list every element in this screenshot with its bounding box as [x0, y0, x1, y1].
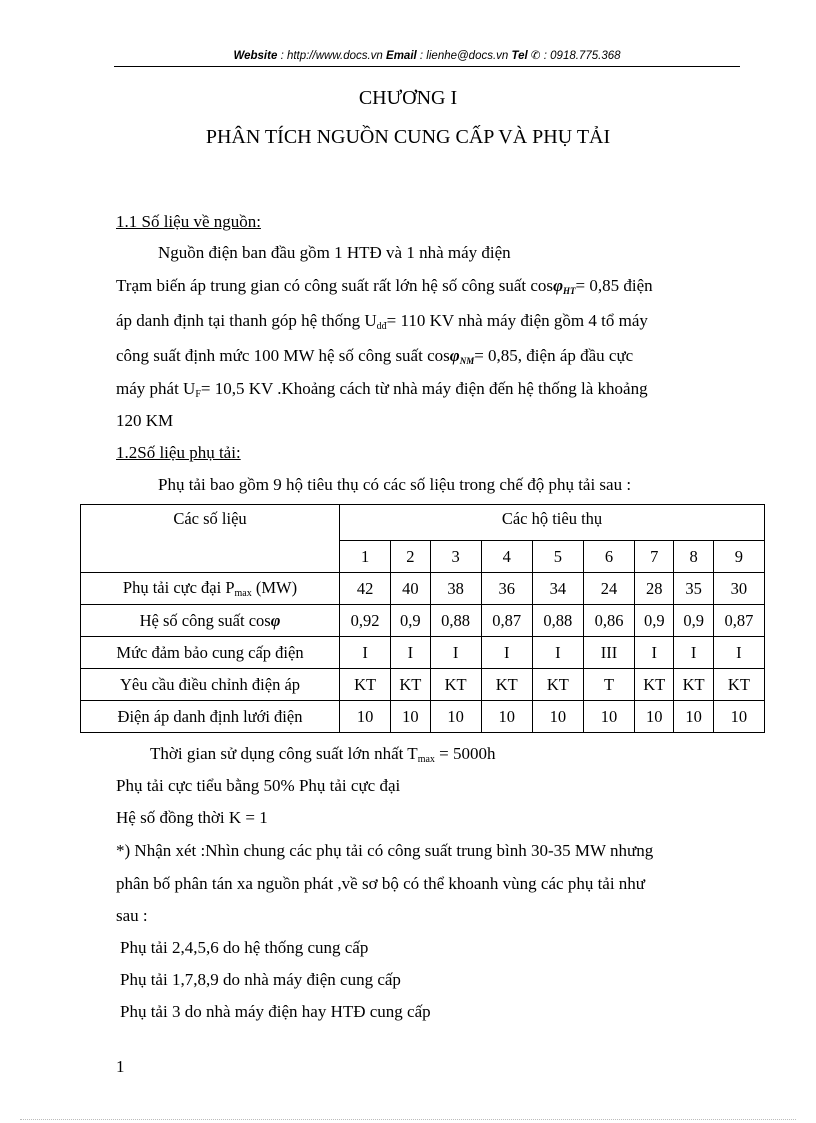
table-cell: KT [635, 669, 674, 701]
table-cell: 10 [532, 701, 583, 733]
table-cell: I [532, 637, 583, 669]
table-cell: 0,87 [481, 605, 532, 637]
section-1-heading: 1.1 Số liệu về nguồn: [116, 212, 261, 231]
table-cell: KT [481, 669, 532, 701]
table-cell: KT [340, 669, 391, 701]
section-2-intro: Phụ tải bao gồm 9 hộ tiêu thụ có các số liệu trong chế độ phụ tải sau : [158, 475, 632, 494]
table-cell: III [583, 637, 634, 669]
row-label: Hệ số công suất cosφ [81, 605, 340, 637]
table-cell: 10 [430, 701, 481, 733]
table-cell: 35 [674, 573, 713, 605]
table-cell: I [481, 637, 532, 669]
section-1-line-5: máy phát UF= 10,5 KV .Khoảng cách từ nhà máy điện đến hệ thống là khoảng [116, 379, 648, 400]
table-cell: KT [713, 669, 764, 701]
email-value: : lienhe@docs.vn [419, 50, 509, 62]
table-cell: I [713, 637, 764, 669]
table-cell: I [674, 637, 713, 669]
table-cell: 10 [635, 701, 674, 733]
table-row [81, 573, 765, 605]
page-number: 1 [116, 1057, 125, 1076]
table-cell: 0,9 [674, 605, 713, 637]
section-1-line-6: 120 KM [116, 411, 174, 430]
table-cell: 0,92 [340, 605, 391, 637]
column-header: 9 [713, 541, 764, 573]
remark-line-2: phân bố phân tán xa nguồn phát ,về sơ bộ có thể khoanh vùng các phụ tải như [116, 874, 646, 893]
table-header-group: Các hộ tiêu thụ [340, 505, 765, 541]
table-cell: 40 [391, 573, 430, 605]
table-row [81, 701, 765, 733]
table-cell: 38 [430, 573, 481, 605]
row-label: Mức đảm bảo cung cấp điện [81, 637, 340, 669]
page-bottom-divider [20, 1119, 796, 1120]
table-cell: 0,87 [713, 605, 764, 637]
column-header: 8 [674, 541, 713, 573]
table-cell: 10 [674, 701, 713, 733]
email-label: Email [386, 50, 417, 62]
table-cell: 34 [532, 573, 583, 605]
table-cell: KT [430, 669, 481, 701]
table-cell: 0,88 [430, 605, 481, 637]
chapter-number: CHƯƠNG I [358, 87, 458, 109]
load-data-table [80, 504, 765, 733]
table-cell: KT [391, 669, 430, 701]
table-cell: 0,9 [635, 605, 674, 637]
section-1-line-3: áp danh định tại thanh góp hệ thống Udđ= 110 KV nhà máy điện gồm 4 tổ máy [116, 311, 648, 332]
usage-time-line: Thời gian sử dụng công suất lớn nhất Tmax = 5000h [150, 744, 496, 765]
column-header: 5 [532, 541, 583, 573]
table-row [81, 669, 765, 701]
row-label: Phụ tải cực đại Pmax (MW) [81, 573, 340, 605]
header-divider [114, 66, 740, 67]
table-cell: 36 [481, 573, 532, 605]
table-cell: 10 [713, 701, 764, 733]
row-label: Yêu cầu điều chỉnh điện áp [81, 669, 340, 701]
tel-value: : 0918.775.368 [543, 50, 621, 62]
remark-line-3: sau : [116, 906, 148, 925]
table-row [81, 637, 765, 669]
section-1-line-1: Nguồn điện ban đầu gồm 1 HTĐ và 1 nhà máy điện [158, 243, 511, 262]
table-cell: 10 [481, 701, 532, 733]
table-cell: 0,86 [583, 605, 634, 637]
phone-icon: ✆ [530, 50, 541, 62]
table-cell: 42 [340, 573, 391, 605]
table-cell: I [430, 637, 481, 669]
table-cell: I [340, 637, 391, 669]
grouping-line-2: Phụ tải 1,7,8,9 do nhà máy điện cung cấp [120, 970, 401, 989]
column-header: 1 [340, 541, 391, 573]
table-cell: 0,9 [391, 605, 430, 637]
table-cell: I [635, 637, 674, 669]
section-1-line-4: công suất định mức 100 MW hệ số công suất cosφNM= 0,85, điện áp đầu cực [116, 346, 634, 366]
table-cell: 10 [391, 701, 430, 733]
table-row [81, 605, 765, 637]
table-cell: 10 [583, 701, 634, 733]
table-cell: 24 [583, 573, 634, 605]
page-header [114, 48, 740, 62]
column-header: 7 [635, 541, 674, 573]
table-cell: KT [532, 669, 583, 701]
column-header: 2 [391, 541, 430, 573]
table-cell: T [583, 669, 634, 701]
section-1-line-2: Trạm biến áp trung gian có công suất rất lớn hệ số công suất cosφHT= 0,85 điện [116, 276, 653, 296]
coincidence-factor-line: Hệ số đồng thời K = 1 [116, 808, 268, 827]
grouping-line-1: Phụ tải 2,4,5,6 do hệ thống cung cấp [120, 938, 369, 957]
tel-label: Tel [511, 50, 528, 62]
website-label: Website [233, 50, 278, 62]
column-header: 4 [481, 541, 532, 573]
chapter-title: PHÂN TÍCH NGUỒN CUNG CẤP VÀ PHỤ TẢI [205, 126, 611, 148]
column-header: 3 [430, 541, 481, 573]
section-2-heading: 1.2Số liệu phụ tải: [116, 443, 241, 462]
website-value: : http://www.docs.vn [280, 50, 383, 62]
table-cell: 28 [635, 573, 674, 605]
table-cell: 10 [340, 701, 391, 733]
grouping-line-3: Phụ tải 3 do nhà máy điện hay HTĐ cung cấp [120, 1002, 431, 1021]
table-cell: I [391, 637, 430, 669]
table-cell: 0,88 [532, 605, 583, 637]
table-cell: 30 [713, 573, 764, 605]
column-header: 6 [583, 541, 634, 573]
table-cell: KT [674, 669, 713, 701]
row-label: Điện áp danh định lưới điện [81, 701, 340, 733]
min-load-line: Phụ tải cực tiểu bằng 50% Phụ tải cực đại [116, 776, 401, 795]
table-header-label: Các số liệu [81, 505, 340, 573]
remark-line-1: *) Nhận xét :Nhìn chung các phụ tải có công suất trung bình 30-35 MW nhưng [116, 841, 654, 860]
